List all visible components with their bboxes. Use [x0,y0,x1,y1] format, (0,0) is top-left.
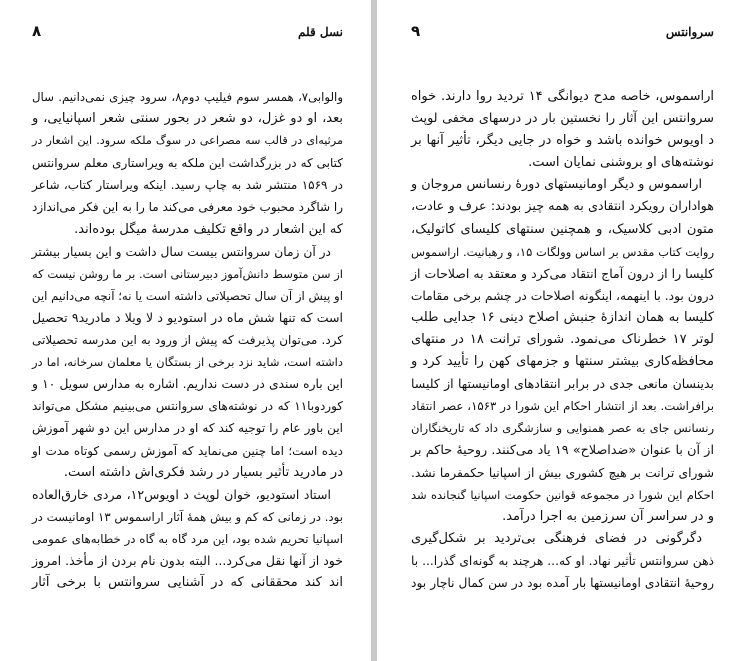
text-line: داشته است، شاید نزد برخی از بستگان یا معلمان سرخانه، اما در [32,355,343,370]
text-line: روایت کتاب مقدس بر اساس وولگات ۱۵، و رهبانیت. اراسموس [411,244,714,259]
text-line: نوشته‌های او بروشنی نمایان است. [528,155,714,171]
left-body-text [32,86,343,594]
right-page [377,0,748,661]
page-number: ۹ [411,22,421,40]
text-line: اراسموس، خاصه مدح دیوانگی ۱۴ تردید روا دارند. خواه [411,89,714,104]
text-line: ذهن سروانتس تأثیر نهاد. او که... هرچند به گونه‌ای گذرا... با [411,553,714,568]
text-line: محافظه‌کاری بیشتر سنتها و جزمهای کهن را تأیید کرد و [411,354,714,370]
text-line: و در سراسر آن سرزمین به اجرا درآمد. [502,508,714,524]
text-line: اند کند محققانی که در آشنایی سروانتس با برخی آثار [32,575,343,591]
text-line: را شاگرد محبوب خود معرفی می‌کند ما را به این فکر می‌اندازد [31,200,343,215]
text-line: استاد استودیو، خوان لوپث د اویوس۱۲، مردی خارق‌العاده [32,486,331,502]
text-line: درون بود. با اینهمه، اینگونه اصلاحات در چشم برخی مقامات [410,288,714,303]
text-line: بود. در زمانی که کم و بیش همهٔ آثار اراسموس ۱۳ اومانیست در [32,509,343,524]
text-line: کلیسا به همان اندازهٔ جنبش اصلاح دینی ۱۶ جدایی طلب [411,309,715,325]
text-line: متون ادبی کلاسیک، و همچنین سنتهای کلیسای کاتولیک، [411,221,714,237]
text-line: دگرگونی در فضای فرهنگی بی‌تردید بر شکل‌گیری [411,530,702,546]
right-body-text [411,86,714,594]
text-line: اسپانیا تحریم شده بود، این مرد گاه به گاه در خطابه‌های عمومی [32,531,343,546]
right-running-head [411,22,714,56]
text-line: در آن زمان سروانتس بیست سال داشت و این بسیار بیشتر [31,244,331,259]
text-line: از سن متوسط دانش‌آموز دبیرستانی است. بر ما روشن نیست که [32,266,343,281]
text-line: بعد، او دو غزل، دو شعر در بحور سنتی شعر اسپانیایی، و [32,111,343,127]
text-line: از آن با عنوان «ضداصلاح» ۱۹ یاد می‌کنند. روحیهٔ حاکم بر [411,442,714,458]
text-line: که این اشعار در واقع تکلیف مدرسهٔ میگل بوده‌اند. [74,221,343,237]
text-line: این باره سندی در دست نداریم. اشاره به مدارس سویل ۱۰ و [32,377,343,392]
left-page [0,0,371,661]
text-line: است که تنها شش ماه در استودیو د لا ویلا د مادرید۹ تحصیل [32,309,344,325]
text-line: لوتر ۱۷ خطرناک می‌نمود. شورای ترانت ۱۸ در منتهای [411,332,714,348]
text-line: رنسانس جای به عصر همنوایی و سازشگری داد که تاریخنگاران [411,421,714,436]
running-title: سروانتس [665,25,714,39]
running-title: نسل قلم [297,25,343,39]
left-running-head [32,22,343,56]
text-line: خود از آنها نقل می‌کرد... البته بدون نام بردن از مأخذ. امروز [32,552,343,568]
text-line: مرثیه‌ای در قالب سه مصراعی در سوگ ملکه سرود. این اشعار در [32,134,343,148]
text-line: د اویوس خوانده باشد و خواه در جایی دیگر، تأثیر آنها بر [411,133,714,149]
text-line: کرد. می‌توان پذیرفت که پیش از ورود به این مدرسه تحصیلاتی [32,333,343,348]
text-line: در ۱۵۶۹ منتشر شد به چاپ رسید. اینکه ویراستار کتاب، شاعر [32,178,343,193]
text-line: کلیسا را از درون آماج انتقاد می‌کرد و معتقد به اصلاحات از [411,265,714,281]
page-number: ۸ [32,22,42,40]
text-line: این باور عام را توجیه کند که او در مدارس این دو شهر آموزش [32,421,343,436]
text-line: سروانتس این آثار را نخستین بار در درسهای مخفی لوپث [411,111,714,127]
text-line: کوردوبا۱۱ که در نوشته‌های سروانتس می‌بینیم مشکل می‌تواند [32,399,343,414]
text-line: شورای ترانت بر هیچ کشوری بیش از اسپانیا حکمفرما نشد. [411,465,714,480]
text-line: کتابی که در بزرگداشت این ملکه به ویراستاری معلم سروانتس [32,156,343,171]
text-line: احکام این شورا در مجموعه قوانین حکومت اسپانیا گنجانده شد [411,487,714,502]
text-line: دیده است؛ اما چنین می‌نماید که آموزش رسمی کوتاه مدت او [32,443,343,458]
text-line: هواداران رویکرد انتقادی به همه چیز بودند: عرف و عادت، [411,199,714,215]
text-line: والوابی۷، همسر سوم فیلیپ دوم۸، سرود چیزی نمی‌دانیم. سال [32,90,343,104]
text-line: روحیهٔ انتقادی اومانیستها بار آمده بود در سن کمال ناچار بود [411,576,714,591]
text-line: او پیش از آن سال تحصیلاتی داشته است یا نه؛ آنچه می‌دانیم این [31,288,343,303]
text-line: برافراشت. بعد از انتشار احکام این شورا در ۱۵۶۳، عصر انتقاد [411,399,714,414]
text-line: اراسموس و دیگر اومانیستهای دورهٔ رنسانس مروجان و [411,177,702,193]
text-line: بدینسان مانعی جدی در برابر انتقادهای اومانیستها از کلیسا [411,376,714,392]
text-line: در مادرید تأثیر بسیار در رشد فکری‌اش داشته است. [63,464,343,480]
